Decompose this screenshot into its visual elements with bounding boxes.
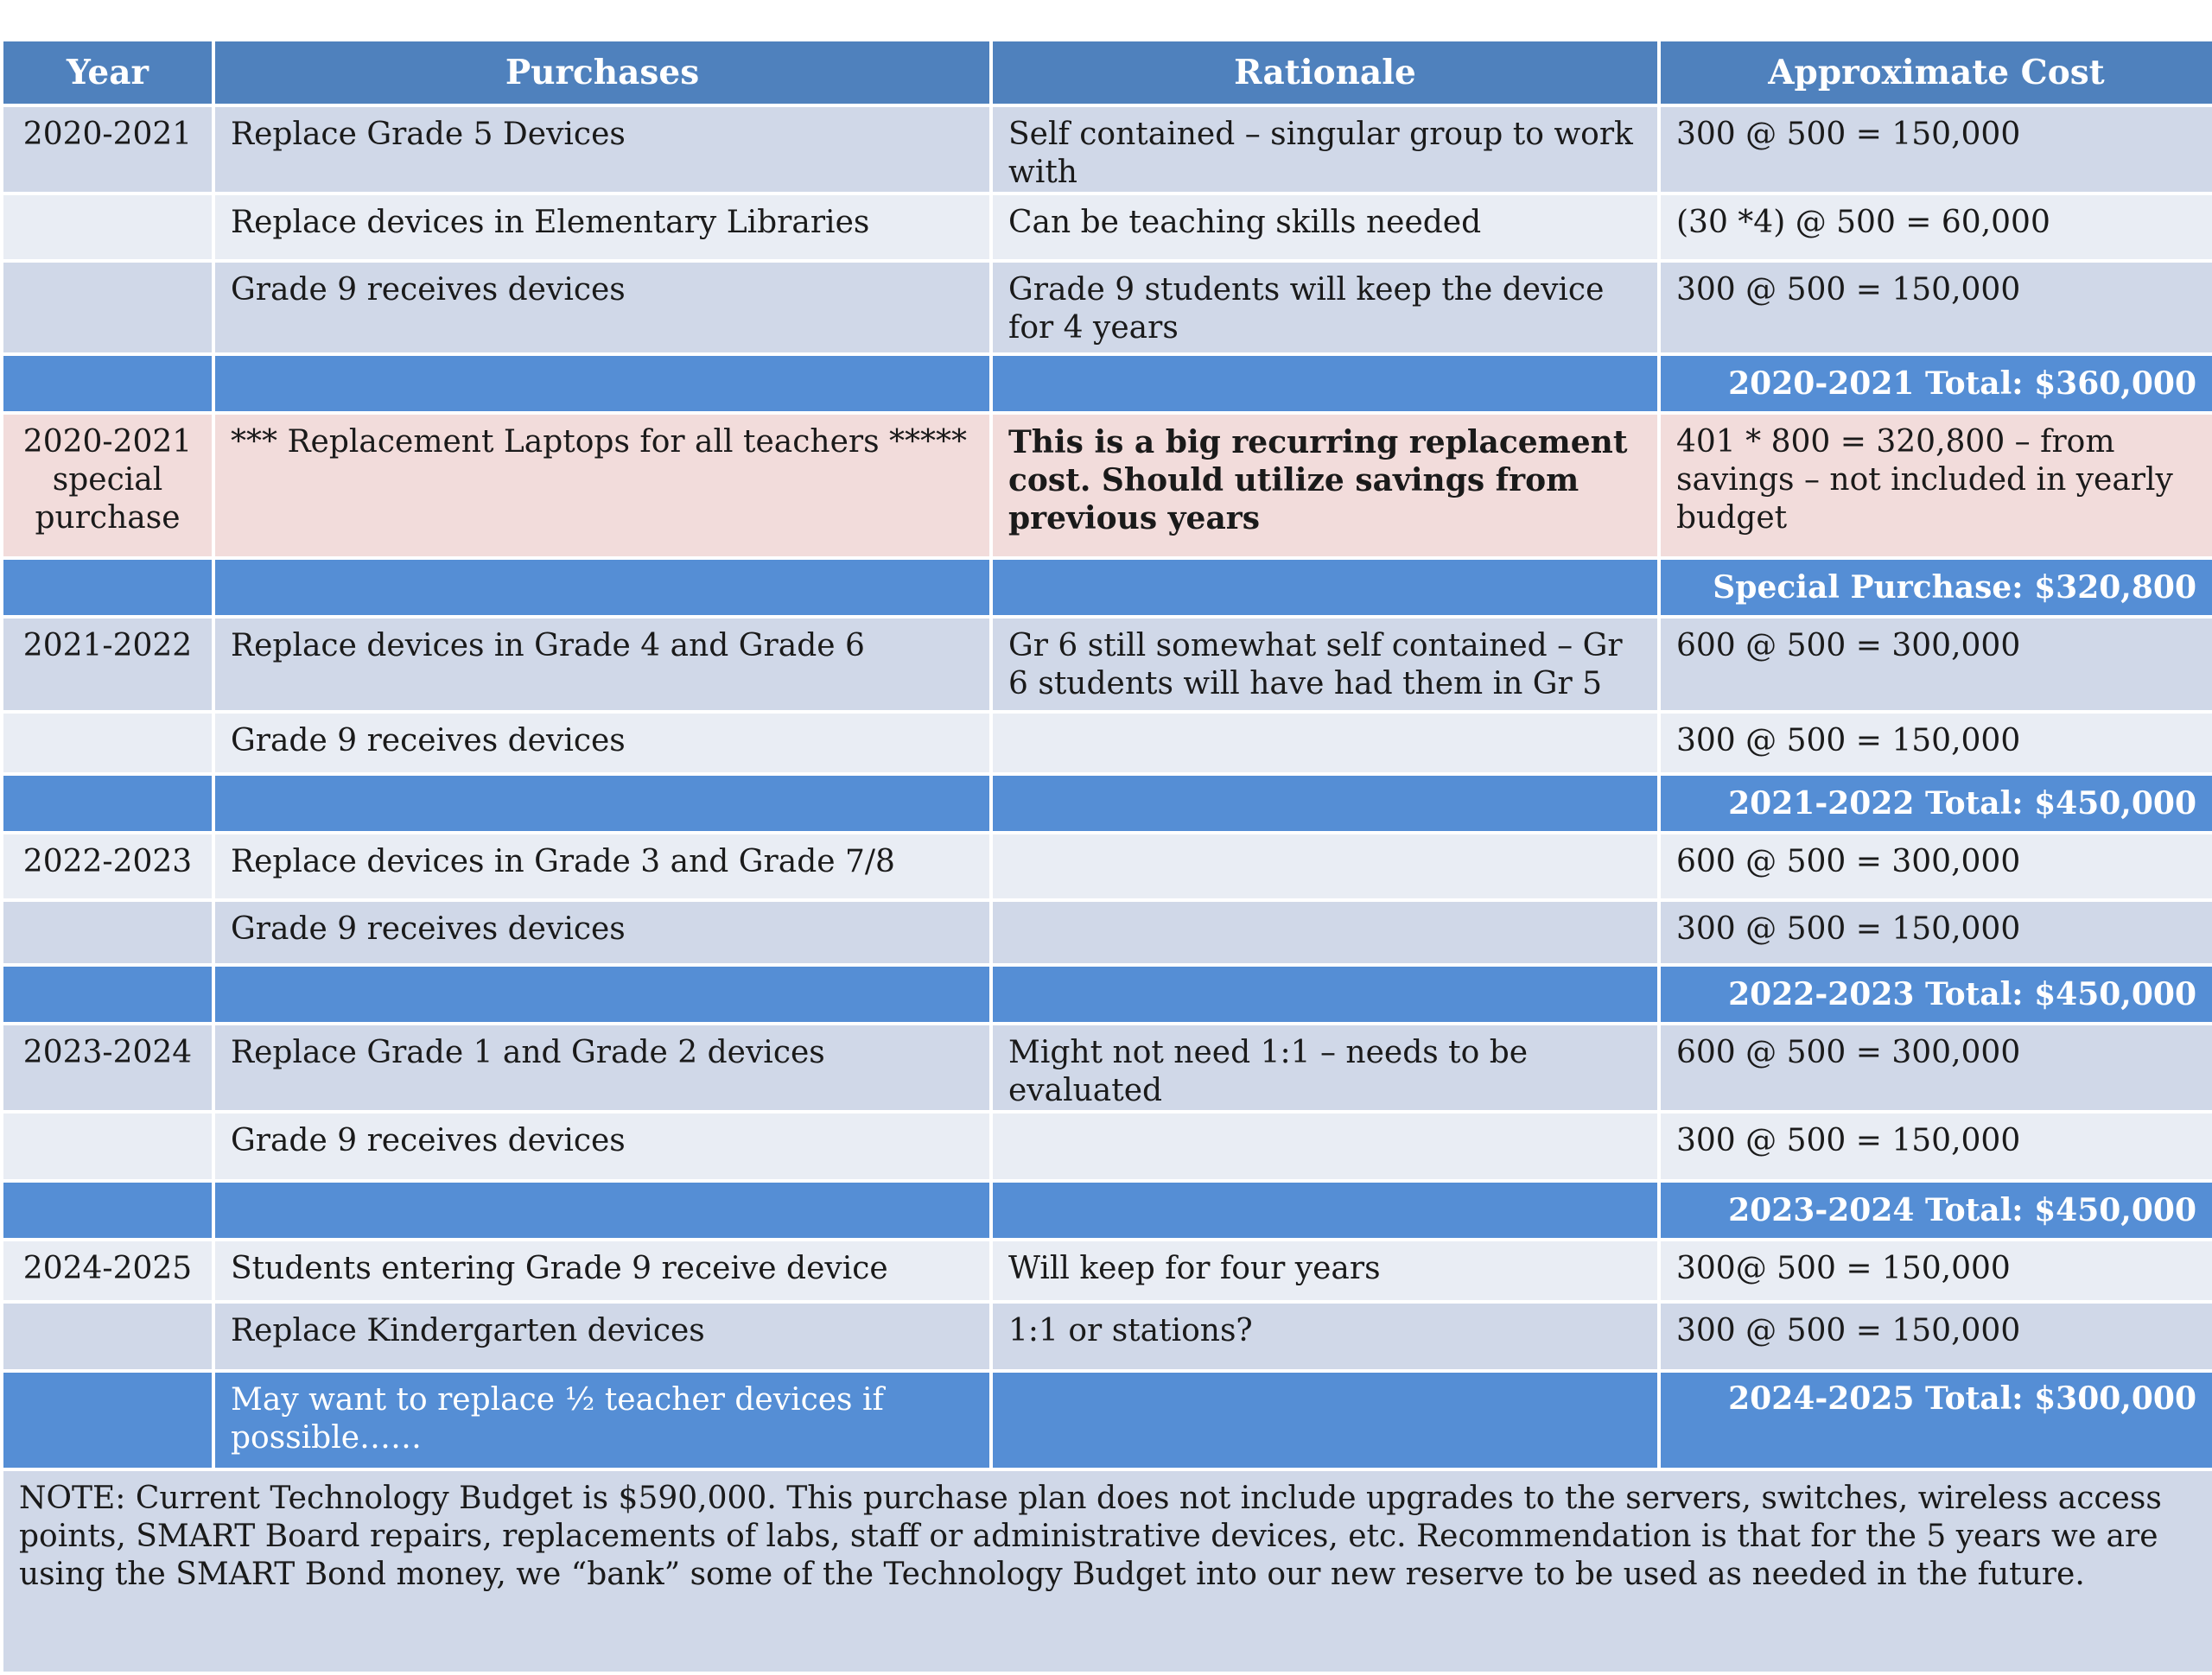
total-blank-cell xyxy=(2,558,213,617)
total-blank-cell xyxy=(213,558,991,617)
rationale-cell: Gr 6 still somewhat self contained – Gr 6 students will have had them in Gr 5 xyxy=(991,617,1659,712)
purchase-cell: Replace Grade 1 and Grade 2 devices xyxy=(213,1024,991,1112)
rationale-cell xyxy=(991,833,1659,900)
total-blank-cell xyxy=(2,354,213,413)
cost-cell: 300 @ 500 = 150,000 xyxy=(1659,1112,2212,1181)
total-blank-cell xyxy=(2,965,213,1024)
cost-cell: (30 *4) @ 500 = 60,000 xyxy=(1659,194,2212,261)
special-purchase-total: Special Purchase: $320,800 xyxy=(1659,558,2212,617)
table-row xyxy=(2,1302,2212,1371)
total-row xyxy=(2,1181,2212,1240)
purchase-cell: Grade 9 receives devices xyxy=(213,900,991,965)
year-cell: 2021-2022 xyxy=(2,617,213,712)
year-cell xyxy=(2,1112,213,1181)
year-cell xyxy=(2,194,213,261)
rationale-cell: 1:1 or stations? xyxy=(991,1302,1659,1371)
header-year: Year xyxy=(2,40,213,105)
rationale-cell: Grade 9 students will keep the device for 4 years xyxy=(991,261,1659,354)
purchase-cell: Replace devices in Grade 3 and Grade 7/8 xyxy=(213,833,991,900)
table-row xyxy=(2,105,2212,194)
total-blank-cell xyxy=(213,774,991,833)
total-blank-cell xyxy=(991,1181,1659,1240)
rationale-cell: This is a big recurring replacement cost. Should utilize savings from previous years xyxy=(991,413,1659,558)
purchase-cell: Grade 9 receives devices xyxy=(213,1112,991,1181)
table-row xyxy=(2,1240,2212,1302)
total-row xyxy=(2,965,2212,1024)
rationale-cell xyxy=(991,712,1659,774)
header-approximate-cost: Approximate Cost xyxy=(1659,40,2212,105)
cost-cell: 300 @ 500 = 150,000 xyxy=(1659,105,2212,194)
rationale-cell: Will keep for four years xyxy=(991,1240,1659,1302)
cost-cell: 600 @ 500 = 300,000 xyxy=(1659,833,2212,900)
total-row xyxy=(2,774,2212,833)
table-row xyxy=(2,1112,2212,1181)
table-row xyxy=(2,617,2212,712)
purchase-cell: *** Replacement Laptops for all teachers ***** xyxy=(213,413,991,558)
cost-cell: 600 @ 500 = 300,000 xyxy=(1659,617,2212,712)
purchase-cell: Replace devices in Grade 4 and Grade 6 xyxy=(213,617,991,712)
total-blank-cell xyxy=(991,354,1659,413)
budget-note: NOTE: Current Technology Budget is $590,000. This purchase plan does not include upgrades to the servers, switches, wireless access points, SMART Board repairs, replacements of labs, staff or administrative devices, etc. Recommendation is that for the 5 years we are using the SMART Bond money, we “bank” some of the Technology Budget into our new reserve to be used as needed in the future. xyxy=(2,1469,2212,1673)
table-row xyxy=(2,833,2212,900)
year-cell: 2022-2023 xyxy=(2,833,213,900)
table-row xyxy=(2,1024,2212,1112)
purchase-cell: Replace Grade 5 Devices xyxy=(213,105,991,194)
purchase-cell: Replace Kindergarten devices xyxy=(213,1302,991,1371)
rationale-cell xyxy=(991,1112,1659,1181)
total-blank-cell xyxy=(213,965,991,1024)
total-row xyxy=(2,1371,2212,1469)
note-row xyxy=(2,1469,2212,1673)
cost-cell: 401 * 800 = 320,800 – from savings – not included in yearly budget xyxy=(1659,413,2212,558)
cost-cell: 300 @ 500 = 150,000 xyxy=(1659,1302,2212,1371)
year-total: 2023-2024 Total: $450,000 xyxy=(1659,1181,2212,1240)
header-rationale: Rationale xyxy=(991,40,1659,105)
rationale-cell: Might not need 1:1 – needs to be evaluated xyxy=(991,1024,1659,1112)
total-blank-cell xyxy=(991,1371,1659,1469)
rationale-cell: Can be teaching skills needed xyxy=(991,194,1659,261)
table-row xyxy=(2,261,2212,354)
year-total: 2021-2022 Total: $450,000 xyxy=(1659,774,2212,833)
cost-cell: 600 @ 500 = 300,000 xyxy=(1659,1024,2212,1112)
year-cell: 2020-2021 xyxy=(2,105,213,194)
total-blank-cell xyxy=(991,774,1659,833)
year-total: 2024-2025 Total: $300,000 xyxy=(1659,1371,2212,1469)
total-blank-cell xyxy=(2,774,213,833)
year-cell xyxy=(2,1302,213,1371)
cost-cell: 300 @ 500 = 150,000 xyxy=(1659,261,2212,354)
purchase-cell: Students entering Grade 9 receive device xyxy=(213,1240,991,1302)
special-purchase-row xyxy=(2,413,2212,558)
rationale-cell xyxy=(991,900,1659,965)
table-row xyxy=(2,194,2212,261)
year-cell xyxy=(2,261,213,354)
teacher-devices-note: May want to replace ½ teacher devices if possible…… xyxy=(213,1371,991,1469)
year-cell: 2020-2021 special purchase xyxy=(2,413,213,558)
purchase-cell: Replace devices in Elementary Libraries xyxy=(213,194,991,261)
total-row xyxy=(2,558,2212,617)
year-cell: 2024-2025 xyxy=(2,1240,213,1302)
cost-cell: 300 @ 500 = 150,000 xyxy=(1659,712,2212,774)
year-cell: 2023-2024 xyxy=(2,1024,213,1112)
year-cell xyxy=(2,712,213,774)
purchase-cell: Grade 9 receives devices xyxy=(213,261,991,354)
header-purchases: Purchases xyxy=(213,40,991,105)
year-cell xyxy=(2,900,213,965)
total-blank-cell xyxy=(991,965,1659,1024)
total-row xyxy=(2,354,2212,413)
cost-cell: 300@ 500 = 150,000 xyxy=(1659,1240,2212,1302)
total-blank-cell xyxy=(991,558,1659,617)
purchase-plan-table xyxy=(0,38,2212,1675)
year-total: 2022-2023 Total: $450,000 xyxy=(1659,965,2212,1024)
total-blank-cell xyxy=(2,1181,213,1240)
table-row xyxy=(2,900,2212,965)
header-row xyxy=(2,40,2212,105)
total-blank-cell xyxy=(213,354,991,413)
table-row xyxy=(2,712,2212,774)
cost-cell: 300 @ 500 = 150,000 xyxy=(1659,900,2212,965)
purchase-cell: Grade 9 receives devices xyxy=(213,712,991,774)
total-blank-cell xyxy=(213,1181,991,1240)
rationale-cell: Self contained – singular group to work with xyxy=(991,105,1659,194)
total-blank-cell xyxy=(2,1371,213,1469)
year-total: 2020-2021 Total: $360,000 xyxy=(1659,354,2212,413)
